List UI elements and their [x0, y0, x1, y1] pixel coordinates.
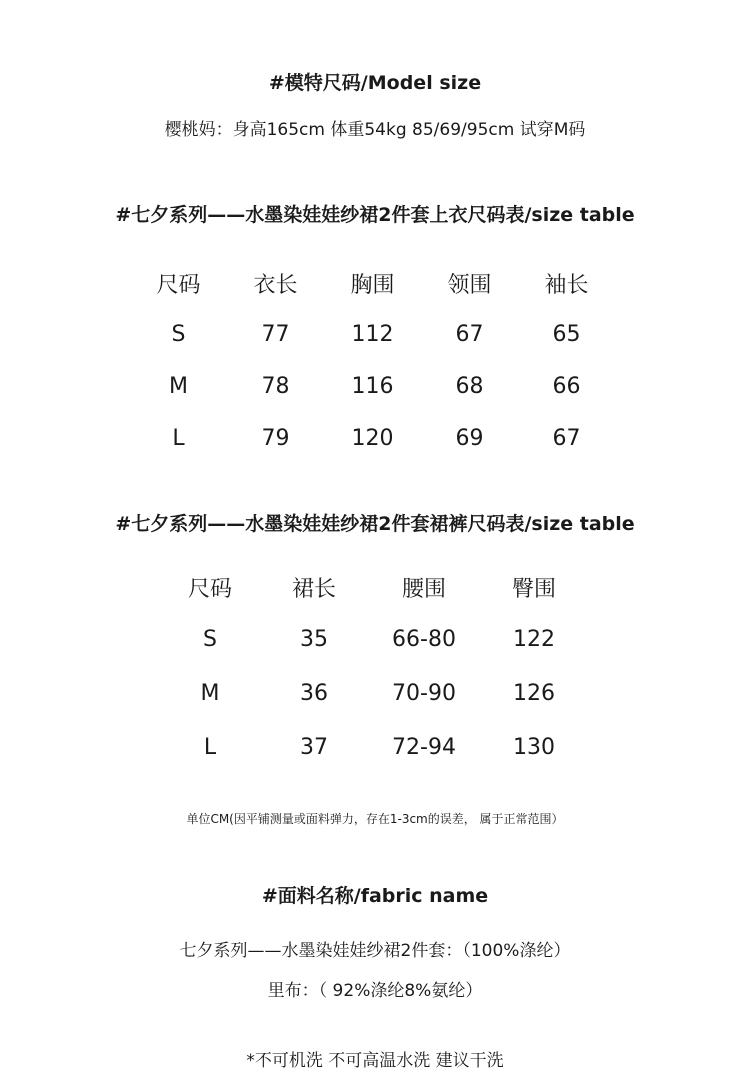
header-cell: 尺码 — [187, 576, 232, 602]
table-row — [158, 720, 586, 774]
table-cell: 120 — [351, 425, 394, 451]
table-cell: 67 — [552, 425, 581, 451]
header-cell: 尺码 — [156, 272, 201, 298]
header-cell: 腰围 — [401, 576, 446, 602]
table-header-row — [158, 562, 586, 612]
header-cell: 袖长 — [544, 272, 589, 298]
table-row — [158, 612, 586, 666]
top-size-table — [130, 258, 615, 464]
fabric-lining: 里布：（ 92%涤纶8%氨纶） — [267, 981, 483, 1001]
header-cell: 裙长 — [291, 576, 336, 602]
header-cell: 领围 — [447, 272, 492, 298]
table-cell: 126 — [513, 680, 555, 706]
model-info: 樱桃妈：身高165cm 体重54kg 85/69/95cm 试穿M码 — [164, 120, 586, 140]
table-cell: M — [200, 680, 220, 706]
table-cell: 130 — [513, 734, 555, 760]
care-instructions: *不可机洗 不可高温水洗 建议干洗 — [246, 1051, 504, 1071]
table-cell: 116 — [351, 373, 394, 399]
table-cell: L — [172, 425, 185, 451]
table-cell: L — [203, 734, 217, 760]
table-cell: S — [203, 626, 217, 652]
fabric-outer: 七夕系列——水墨染娃娃纱裙2件套：（100%涤纶） — [179, 941, 571, 961]
table-cell: 66-80 — [392, 626, 456, 652]
table-cell: 69 — [455, 425, 484, 451]
header-cell: 胸围 — [350, 272, 395, 298]
table-cell: 35 — [300, 626, 328, 652]
table-cell: 70-90 — [392, 680, 456, 706]
table-cell: 122 — [513, 626, 555, 652]
table-cell: 79 — [261, 425, 290, 451]
table-cell: 68 — [455, 373, 484, 399]
table-header-row — [130, 258, 615, 308]
table-cell: 72-94 — [392, 734, 456, 760]
table-cell: 77 — [261, 321, 290, 347]
fabric-heading: #面料名称/fabric name — [261, 885, 489, 907]
bottom-size-table — [158, 562, 586, 774]
table-row — [130, 412, 615, 464]
table-row — [130, 308, 615, 360]
model-size-heading: #模特尺码/Model size — [268, 72, 482, 94]
header-cell: 臀围 — [511, 576, 556, 602]
measurement-note: 单位CM(因平铺测量或面料弹力，存在1-3cm的误差， 属于正常范围） — [186, 812, 564, 826]
table-cell: S — [171, 321, 186, 347]
table-cell: 36 — [300, 680, 328, 706]
table-cell: 112 — [351, 321, 394, 347]
table-cell: 67 — [455, 321, 484, 347]
top-size-table-heading: #七夕系列——水墨染娃娃纱裙2件套上衣尺码表/size table — [115, 204, 635, 226]
table-row — [130, 360, 615, 412]
bottom-size-table-heading: #七夕系列——水墨染娃娃纱裙2件套裙裤尺码表/size table — [115, 513, 635, 535]
table-cell: 65 — [552, 321, 581, 347]
table-cell: M — [169, 373, 188, 399]
table-cell: 78 — [261, 373, 290, 399]
table-cell: 37 — [300, 734, 328, 760]
table-row — [158, 666, 586, 720]
header-cell: 衣长 — [253, 272, 298, 298]
table-cell: 66 — [552, 373, 581, 399]
